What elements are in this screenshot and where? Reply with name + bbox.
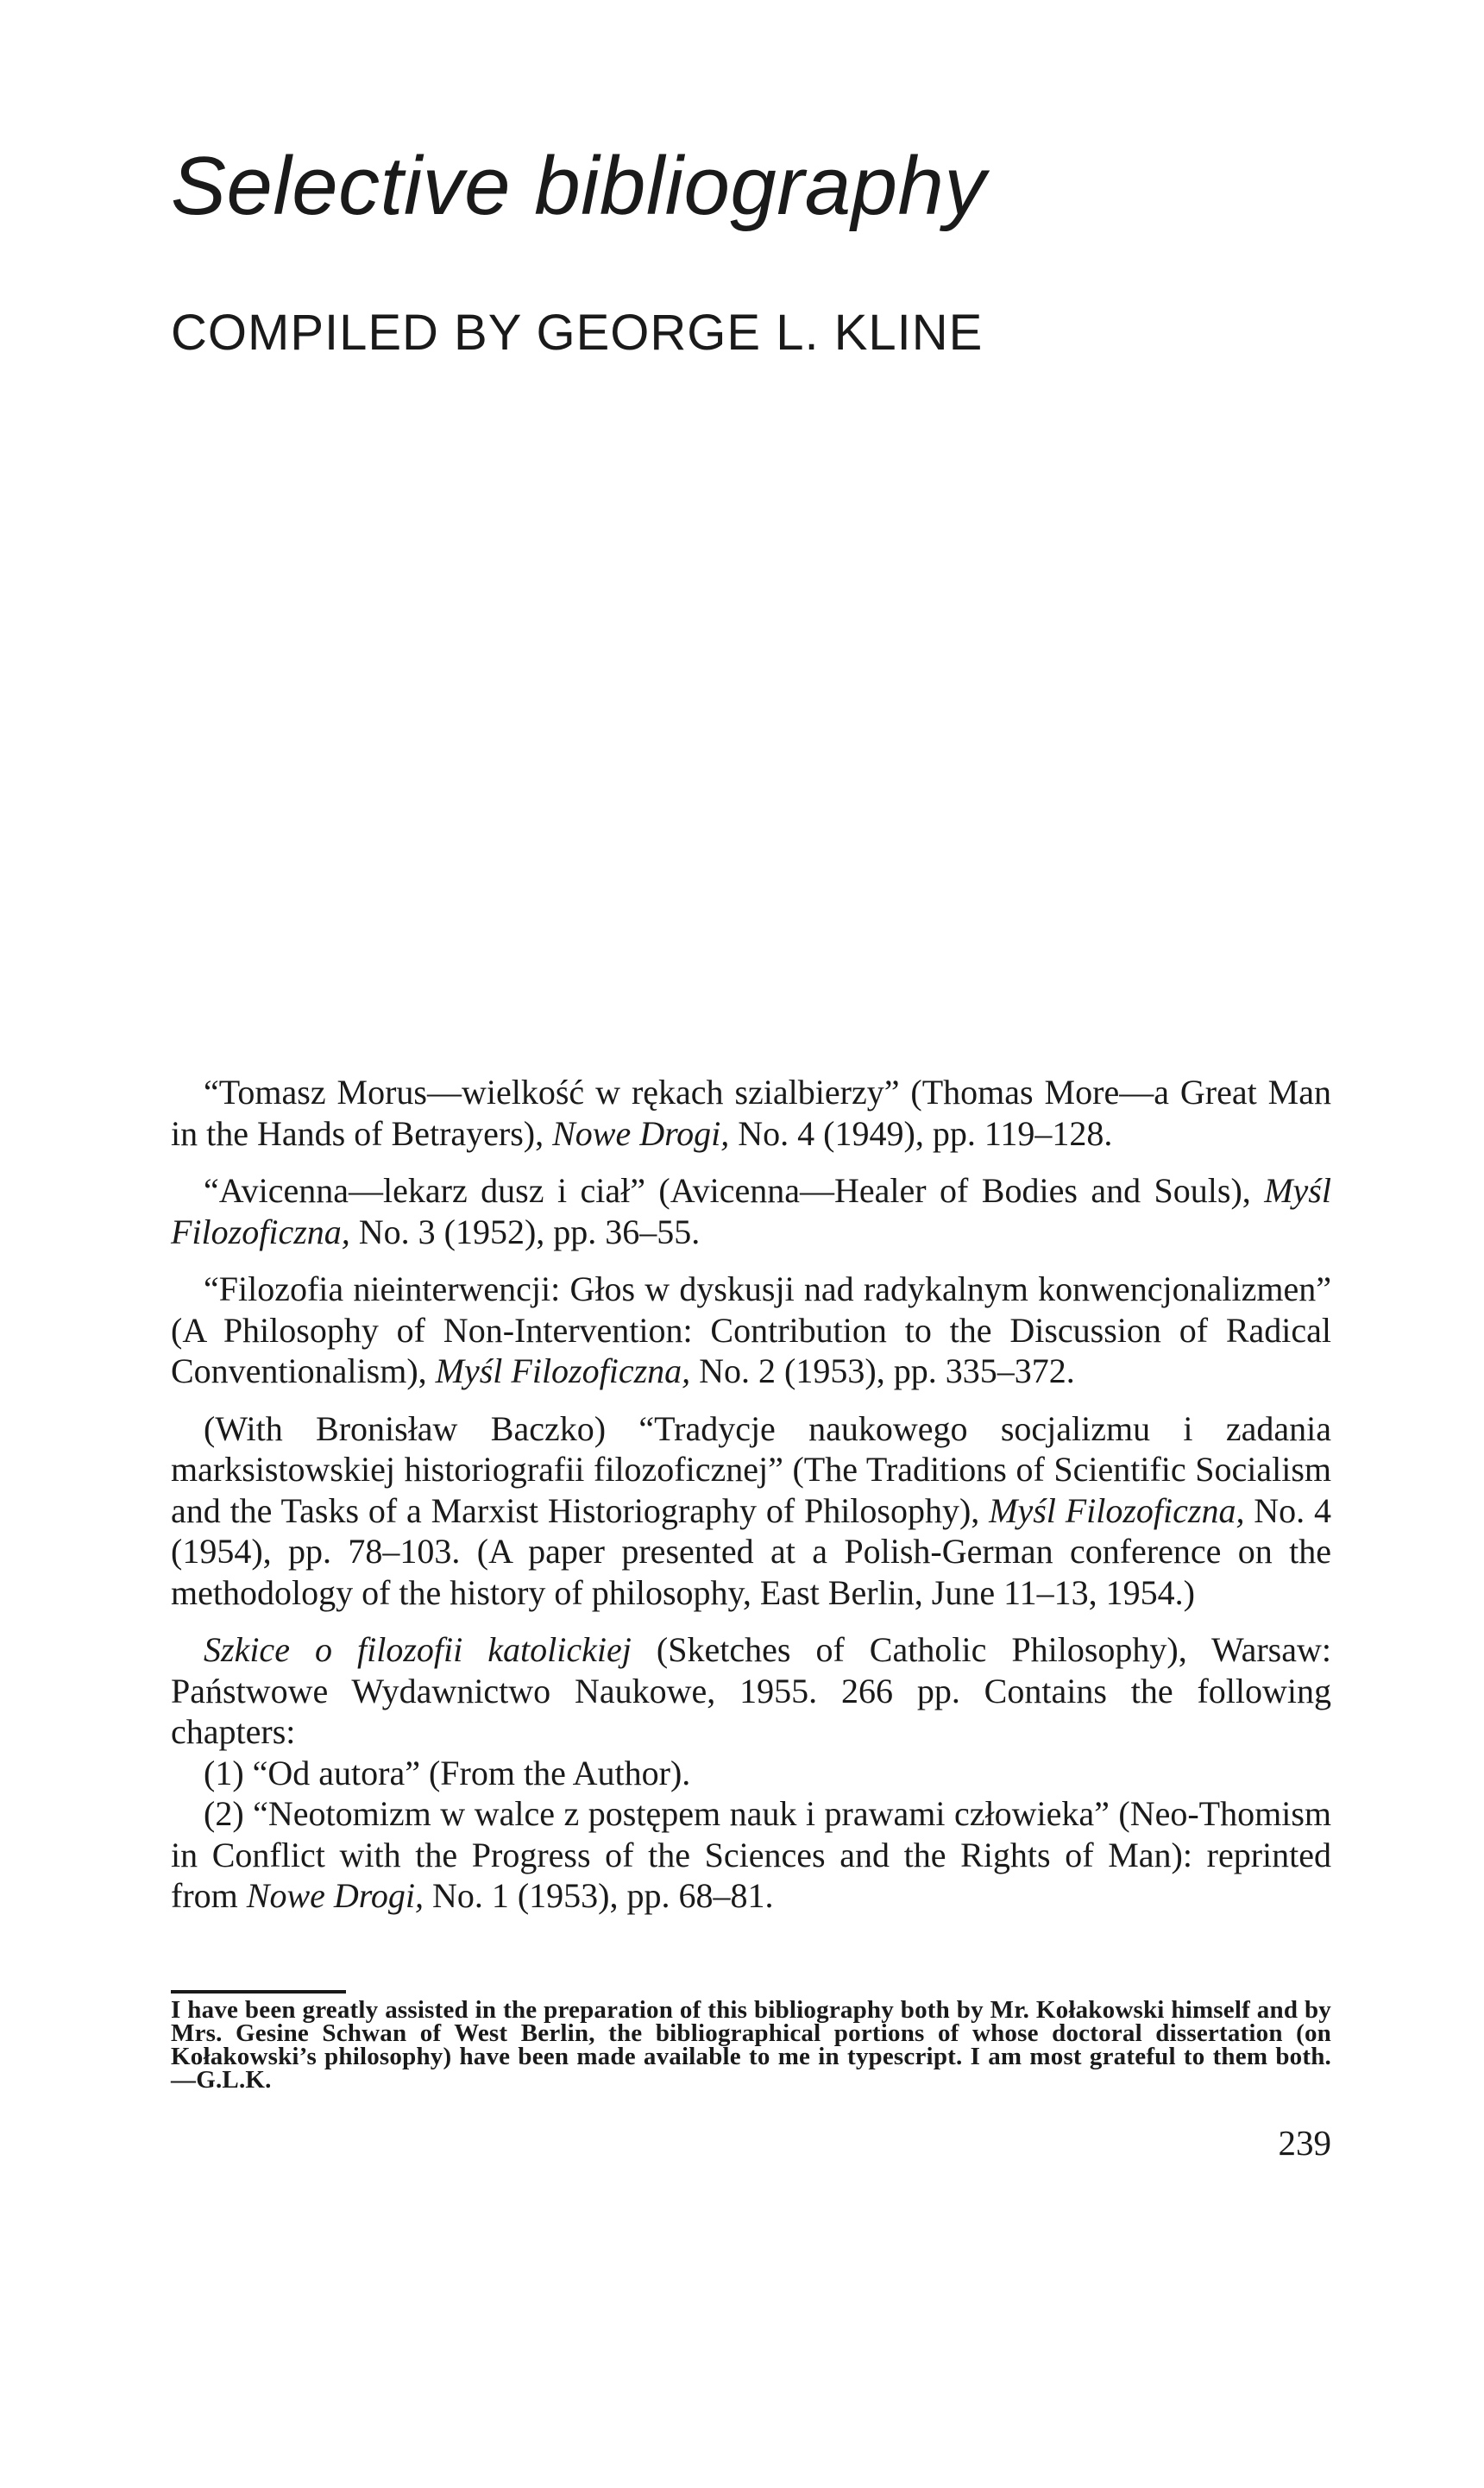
bibliography-entry — [171, 1170, 1331, 1252]
chapter-entry — [171, 1753, 1331, 1794]
entry-text: “Avicenna—lekarz dusz i ciał” (Avicenna—Healer of Bodies and Souls), — [204, 1171, 1265, 1210]
entry-citation: No. 4 (1954), pp. 78–103. (A paper presented at a Polish-German conference on the methodology of the history of philosophy, East Berlin, June 11–13, 1954.) — [171, 1490, 1331, 1612]
book-page — [171, 0, 1331, 2488]
journal-title: Nowe Drogi, — [552, 1113, 730, 1153]
entry-text: (With Bronisław Baczko) “Tradycje naukowego socjalizmu i zadania marksistowskiej historiografii filozoficznej” (The Traditions of Scientific Socialism and the Tasks of a Marxist Historiography of Philosophy), — [171, 1408, 1331, 1530]
entry-text: (1) “Od autora” (From the Author). — [204, 1753, 691, 1792]
journal-title: Nowe Drogi, — [246, 1876, 424, 1915]
entry-text: (Sketches of Catholic Philosophy), Warsaw: Państwowe Wydawnictwo Naukowe, 1955. 266 pp. Contains the following chapters: — [171, 1630, 1331, 1751]
footnote-divider — [171, 1990, 346, 1994]
book-title: Szkice o filozofii katolickiej — [204, 1630, 632, 1669]
journal-title: Myśl Filozoficzna, — [171, 1171, 1331, 1251]
page-title: Selective bibliography — [171, 140, 986, 232]
bibliography-entry — [171, 1629, 1331, 1753]
entry-text: (2) “Neotomizm w walce z postępem nauk i prawami człowieka” (Neo-Thomism in Conflict with the Progress of the Sciences and the Rights of Man): reprinted from — [171, 1794, 1331, 1915]
bibliography-list — [171, 1072, 1331, 1917]
page-number: 239 — [1278, 2123, 1331, 2163]
entry-citation: No. 2 (1953), pp. 335–372. — [690, 1351, 1075, 1390]
entry-citation: No. 3 (1952), pp. 36–55. — [349, 1212, 701, 1251]
bibliography-entry — [171, 1269, 1331, 1392]
journal-title: Myśl Filozoficzna, — [435, 1351, 691, 1390]
entry-text: “Filozofia nieinterwencji: Głos w dyskusji nad radykalnym konwencjonalizmen” (A Philosophy of Non-Intervention: Contribution to the Discussion of Radical Conventionalism), — [171, 1269, 1331, 1390]
journal-title: Myśl Filozoficzna, — [989, 1490, 1245, 1530]
chapter-entry — [171, 1793, 1331, 1917]
entry-citation: No. 4 (1949), pp. 119–128. — [729, 1113, 1113, 1153]
entry-text: “Tomasz Morus—wielkość w rękach szialbierzy” (Thomas More—a Great Man in the Hands of Betrayers), — [171, 1073, 1331, 1153]
bibliography-entry — [171, 1408, 1331, 1614]
bibliography-entry — [171, 1072, 1331, 1154]
entry-citation: No. 1 (1953), pp. 68–81. — [423, 1876, 774, 1915]
compiler-credit: COMPILED BY GEORGE L. KLINE — [171, 305, 984, 361]
footnote: I have been greatly assisted in the preparation of this bibliography both by Mr. Kołakowski himself and by Mrs. Gesine Schwan of West Berlin, the bibliographical portions of whose doctoral dissertation (on Kołakowski’s philosophy) have been made available to me in typescript. I am most grateful to them both.—G.L.K. — [171, 1996, 1331, 2094]
